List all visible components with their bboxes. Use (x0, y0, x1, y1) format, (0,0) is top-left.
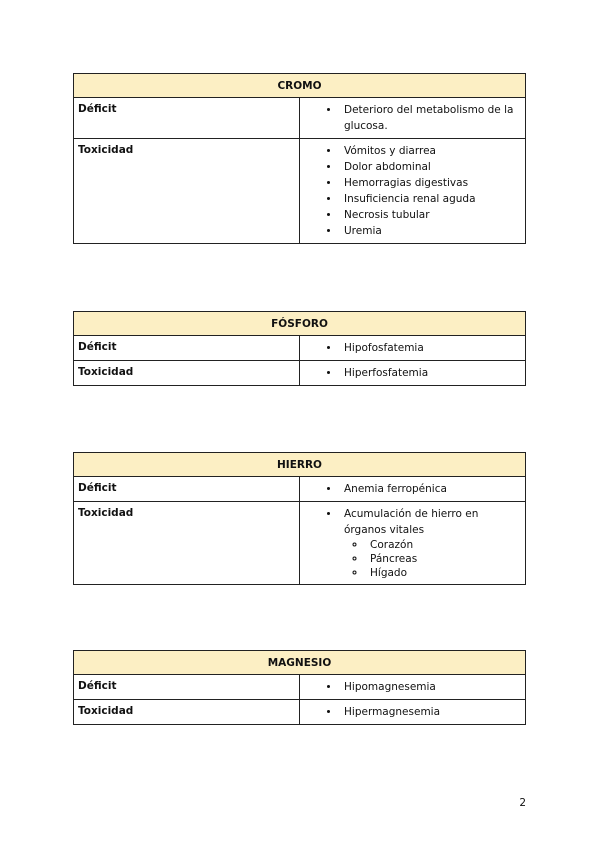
row-value (300, 502, 526, 585)
bullet-list (308, 679, 519, 695)
bullet-list (308, 143, 519, 239)
row-value (300, 361, 526, 386)
list-item: • Anemia ferropénica (340, 481, 519, 497)
sub-bullet-list (344, 538, 519, 580)
cromo-table (73, 73, 526, 244)
sub-list-item: ◦ Corazón (366, 538, 519, 552)
list-item: • Hipermagnesemia (340, 704, 519, 720)
list-item: • Deterioro del metabolismo de la glucosa. (340, 102, 519, 134)
magnesio-table (73, 650, 526, 725)
row-label: Toxicidad (74, 700, 300, 725)
table-title: CROMO (74, 74, 526, 98)
list-item-text: Acumulación de hierro en órganos vitales (344, 508, 479, 536)
row-value (300, 477, 526, 502)
row-label: Déficit (74, 98, 300, 139)
list-item: • Dolor abdominal (340, 159, 519, 175)
page-number: 2 (519, 797, 526, 809)
fosforo-table (73, 311, 526, 386)
table-row (74, 675, 526, 700)
list-item: • Necrosis tubular (340, 207, 519, 223)
list-item: • Vómitos y diarrea (340, 143, 519, 159)
sub-list-item: ◦ Hígado (366, 566, 519, 580)
list-item: • Hemorragias digestivas (340, 175, 519, 191)
sub-list-item: ◦ Páncreas (366, 552, 519, 566)
list-item (340, 506, 519, 580)
row-label: Déficit (74, 336, 300, 361)
table-row (74, 700, 526, 725)
row-label: Toxicidad (74, 139, 300, 244)
row-value (300, 675, 526, 700)
hierro-table (73, 452, 526, 585)
list-item: • Hipomagnesemia (340, 679, 519, 695)
bullet-list (308, 102, 519, 134)
table-row (74, 502, 526, 585)
row-value (300, 700, 526, 725)
table-row (74, 361, 526, 386)
bullet-list (308, 506, 519, 580)
row-label: Toxicidad (74, 361, 300, 386)
row-value (300, 98, 526, 139)
table-row (74, 336, 526, 361)
list-item: • Uremia (340, 223, 519, 239)
row-value (300, 336, 526, 361)
table-title: MAGNESIO (74, 651, 526, 675)
row-value (300, 139, 526, 244)
list-item: • Hiperfosfatemia (340, 365, 519, 381)
row-label: Toxicidad (74, 502, 300, 585)
table-title: FÓSFORO (74, 312, 526, 336)
table-row (74, 98, 526, 139)
bullet-list (308, 704, 519, 720)
table-row (74, 139, 526, 244)
list-item: • Hipofosfatemia (340, 340, 519, 356)
table-title: HIERRO (74, 453, 526, 477)
row-label: Déficit (74, 675, 300, 700)
bullet-list (308, 365, 519, 381)
row-label: Déficit (74, 477, 300, 502)
bullet-list (308, 481, 519, 497)
table-row (74, 477, 526, 502)
list-item: • Insuficiencia renal aguda (340, 191, 519, 207)
bullet-list (308, 340, 519, 356)
